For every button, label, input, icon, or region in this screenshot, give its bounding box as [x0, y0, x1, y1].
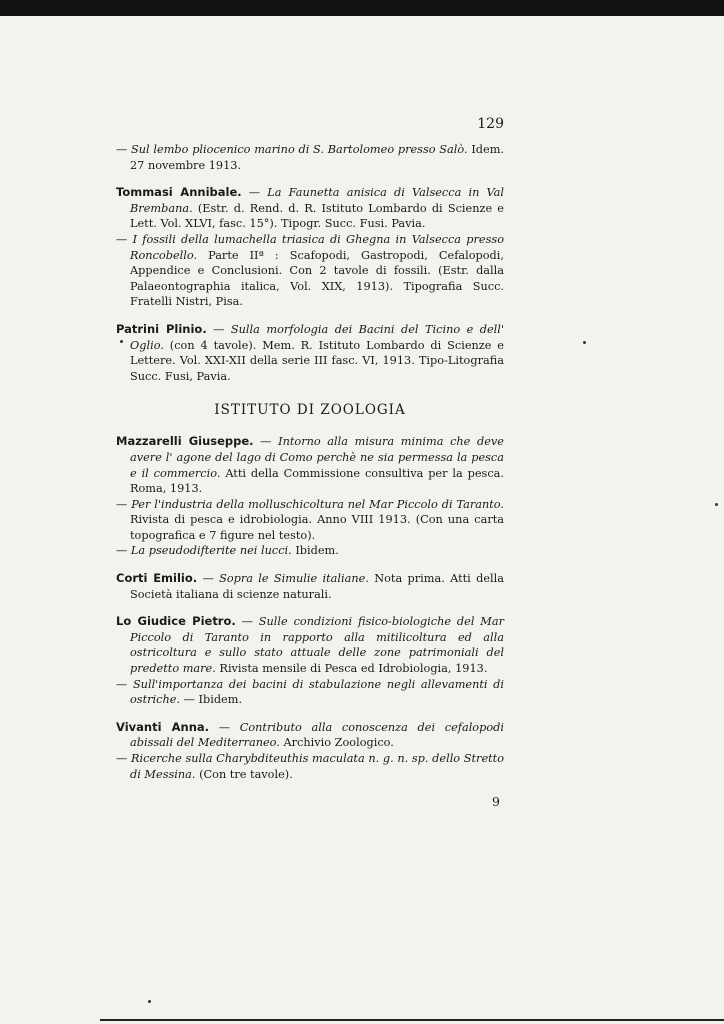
publication-details: (con 4 tavole). Mem. R. Istituto Lombardo di Scienze e Lettere. Vol. XXI-XII della serie III fasc. VI, 1913. Tipo-Litografia Succ. Fusi, Pavia. [130, 338, 504, 383]
bibliography-top [116, 142, 504, 384]
dash: — [116, 232, 133, 246]
publication-details: Ibidem. [291, 544, 339, 558]
entry-continuation [116, 232, 504, 310]
bibliography-zoologia [116, 434, 504, 782]
publication-details: Parte IIª : Scafopodi, Gastropodi, Cefalopodi, Appendice e Conclusioni. Con 2 tavole di fossili. (Estr. dalla Palaeontographia italica, Vol. XIX, 1913). Tipografia Succ. Fratelli Nistri, Pisa. [130, 248, 504, 309]
signature-number: 9 [492, 794, 500, 810]
entry-continuation [116, 543, 504, 559]
author-name: Patrini Plinio. [116, 321, 207, 336]
author-name: Lo Giudice Pietro. [116, 614, 236, 629]
bibliography-entry [116, 434, 504, 559]
work-title: Sulla morfologia dei Bacini del Ticino e dell' Oglio. [130, 322, 504, 352]
author-name: Vivanti Anna. [116, 719, 210, 734]
work-title: Sull'importanza dei bacini di stabulazione negli allevamenti di ostriche. [130, 677, 504, 707]
dash: — [253, 435, 279, 449]
bibliography-entry [116, 720, 504, 782]
entry-line [116, 322, 504, 384]
entry-line [116, 142, 504, 173]
dash: — [206, 322, 231, 336]
work-title: Intorno alla misura minima che deve avere l' agone del lago di Como perchè ne sia permessa la pesca e il commercio. [130, 435, 504, 480]
entry-line [116, 720, 504, 751]
dash: — [116, 752, 131, 765]
scan-top-border [0, 0, 724, 16]
dash: — [116, 544, 131, 558]
author-name: Tommasi Annibale. [116, 185, 242, 200]
work-title: Sopra le Simulie italiane. [219, 572, 369, 586]
dash: — [116, 143, 132, 156]
entry-line [116, 571, 504, 602]
publication-details: Nota prima. Atti della Società italiana di scienze naturali. [130, 572, 504, 601]
bibliography-entry [116, 322, 504, 384]
work-title: I fossili della lumachella triasica di Ghegna in Valsecca presso Roncobello. [130, 232, 505, 262]
dash: — [116, 497, 132, 511]
publication-details: Atti della Commissione consultiva per la pesca. Roma, 1913. [130, 466, 504, 496]
scan-speck [120, 340, 123, 343]
dash: — [241, 186, 268, 200]
scan-speck [148, 1000, 151, 1003]
entry-line [116, 614, 504, 676]
dash: — [235, 615, 259, 629]
bibliography-entry [116, 185, 504, 310]
publication-details: — Ibidem. [180, 693, 243, 707]
author-name: Corti Emilio. [116, 571, 198, 586]
publication-details: Rivista di pesca e idrobiologia. Anno VIII 1913. (Con una carta topografica e 7 figure nel testo). [130, 513, 504, 542]
entry-line [116, 434, 504, 496]
publication-details: Rivista mensile di Pesca ed Idrobiologia, 1913. [215, 662, 488, 676]
dash: — [116, 677, 133, 691]
publication-details: Archivio Zoologico. [279, 736, 394, 750]
entry-line [116, 185, 504, 232]
page-number: 129 [477, 116, 504, 132]
work-title: La pseudodifterite nei lucci. [130, 544, 292, 558]
scan-speck [715, 503, 718, 506]
publication-details: (Con tre tavole). [195, 767, 293, 781]
work-title: Contributo alla conoscenza dei cefalopodi abissali del Mediterraneo. [130, 720, 504, 750]
scan-bottom-rule [100, 1019, 724, 1021]
bibliography-entry [116, 142, 504, 173]
dash: — [209, 720, 240, 734]
bibliography-entry [116, 571, 504, 602]
publication-details: (Estr. d. Rend. d. R. Istituto Lombardo di Scienze e Lett. Vol. XLVI, fasc. 15°). Tipogr. Succ. Fusi. Pavia. [130, 201, 504, 231]
section-title: ISTITUTO DI ZOOLOGIA [214, 402, 406, 419]
entry-continuation [116, 677, 504, 708]
work-title: Ricerche sulla Charybditeuthis maculata n. g. n. sp. dello Stretto di Messina. [130, 752, 505, 781]
dash: — [197, 572, 220, 586]
document-page [116, 116, 504, 809]
entry-continuation [116, 751, 504, 782]
publication-details: Idem. 27 novembre 1913. [130, 143, 505, 172]
author-name: Mazzarelli Giuseppe. [116, 434, 254, 449]
scan-speck [583, 341, 586, 344]
entry-continuation [116, 497, 504, 544]
work-title: Sul lembo pliocenico marino di S. Bartolomeo presso Salò. [131, 143, 468, 156]
work-title: Per l'industria della molluschicoltura nel Mar Piccolo di Taranto. [131, 497, 504, 511]
bibliography-entry [116, 614, 504, 708]
work-title: Sulle condizioni fisico-biologiche del Mar Piccolo di Taranto in rapporto alla mitilicoltura ed alla ostricoltura e sullo stato attuale delle zone patrimoniali del predetto mare. [130, 615, 505, 676]
work-title: La Faunetta anisica di Valsecca in Val Brembana. [130, 186, 505, 215]
